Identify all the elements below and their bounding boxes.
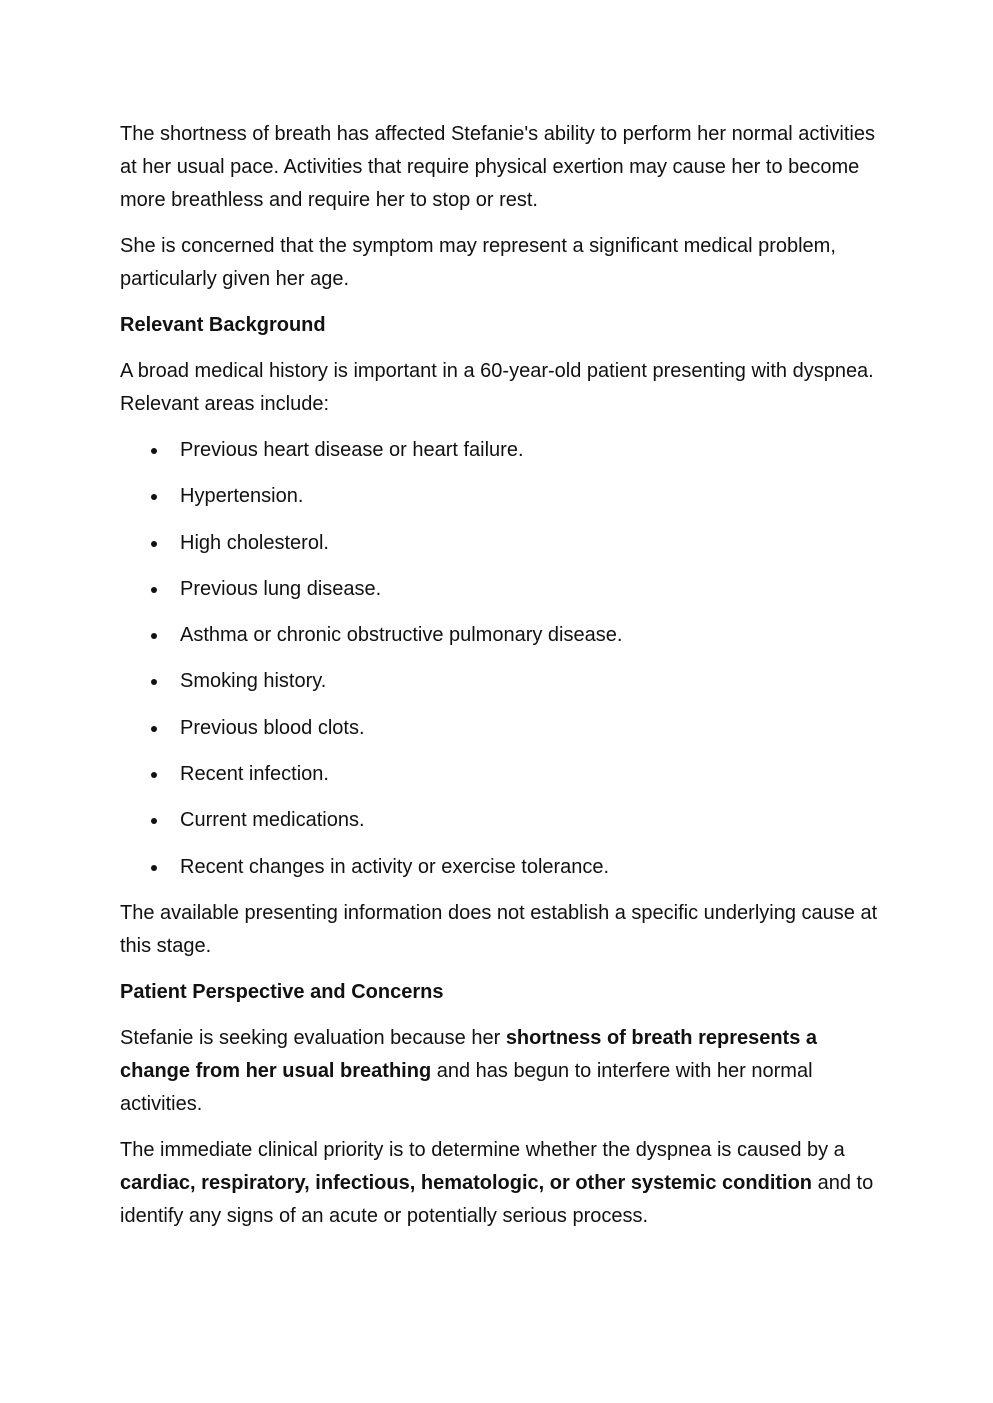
- list-item: [120, 527, 880, 560]
- bullet-icon: [151, 448, 157, 454]
- list-item: [120, 573, 880, 606]
- list-item-text: Previous blood clots.: [180, 716, 365, 739]
- list-item: [120, 851, 880, 884]
- bullet-icon: [151, 726, 157, 732]
- bullet-icon: [151, 772, 157, 778]
- list-item: [120, 480, 880, 513]
- list-item: [120, 665, 880, 698]
- bullet-icon: [151, 818, 157, 824]
- list-item: [120, 758, 880, 791]
- paragraph-seeking-evaluation: [120, 1022, 880, 1121]
- paragraph-clinical-priority: [120, 1134, 880, 1233]
- bullet-icon: [151, 494, 157, 500]
- bullet-icon: [151, 865, 157, 871]
- paragraph-background-intro: A broad medical history is important in a 60-year-old patient presenting with dyspnea. Relevant areas include:: [120, 360, 874, 415]
- heading-patient-perspective: Patient Perspective and Concerns: [120, 980, 444, 1003]
- paragraph-background-closing: The available presenting information does not establish a specific underlying cause at this stage.: [120, 901, 878, 957]
- list-item-text: Asthma or chronic obstructive pulmonary disease.: [180, 624, 623, 647]
- text-segment: The immediate clinical priority is to determine whether the dyspnea is caused by a: [120, 1138, 845, 1161]
- list-item-text: Current medications.: [180, 809, 365, 832]
- list-item: [120, 434, 880, 467]
- heading-relevant-background: Relevant Background: [120, 314, 326, 336]
- emphasis-text: cardiac, respiratory, infectious, hematologic, or other systemic condition: [120, 1171, 813, 1194]
- paragraph-activity-impact: The shortness of breath has affected Stefanie's ability to perform her normal activities at her usual pace. Activities that require physical exertion may cause her to become more breathless and require her to stop or rest.: [120, 123, 875, 211]
- bullet-icon: [151, 679, 157, 685]
- bullet-icon: [151, 541, 157, 547]
- document-page: [120, 118, 880, 1246]
- list-item-text: Recent infection.: [180, 763, 329, 786]
- list-item-text: Previous lung disease.: [180, 577, 382, 600]
- text-segment: and to identify any signs of an acute or potentially serious process.: [120, 1171, 874, 1227]
- list-item: [120, 712, 880, 745]
- list-item-text: Smoking history.: [180, 670, 327, 693]
- list-item-text: Recent changes in activity or exercise tolerance.: [180, 855, 610, 878]
- list-item-text: Hypertension.: [180, 485, 304, 508]
- list-item-text: Previous heart disease or heart failure.: [180, 439, 524, 461]
- emphasis-text: shortness of breath represents a change from her usual breathing: [120, 1026, 818, 1082]
- bullet-icon: [151, 587, 157, 593]
- list-item: [120, 619, 880, 652]
- history-list: [120, 434, 880, 884]
- list-item: [120, 804, 880, 837]
- list-item-text: High cholesterol.: [180, 531, 329, 554]
- text-segment: Stefanie is seeking evaluation because her: [120, 1026, 506, 1049]
- bullet-icon: [151, 633, 157, 639]
- text-segment: and has begun to interfere with her normal activities.: [120, 1059, 813, 1115]
- paragraph-concern: She is concerned that the symptom may represent a significant medical problem, particularly given her age.: [120, 235, 836, 290]
